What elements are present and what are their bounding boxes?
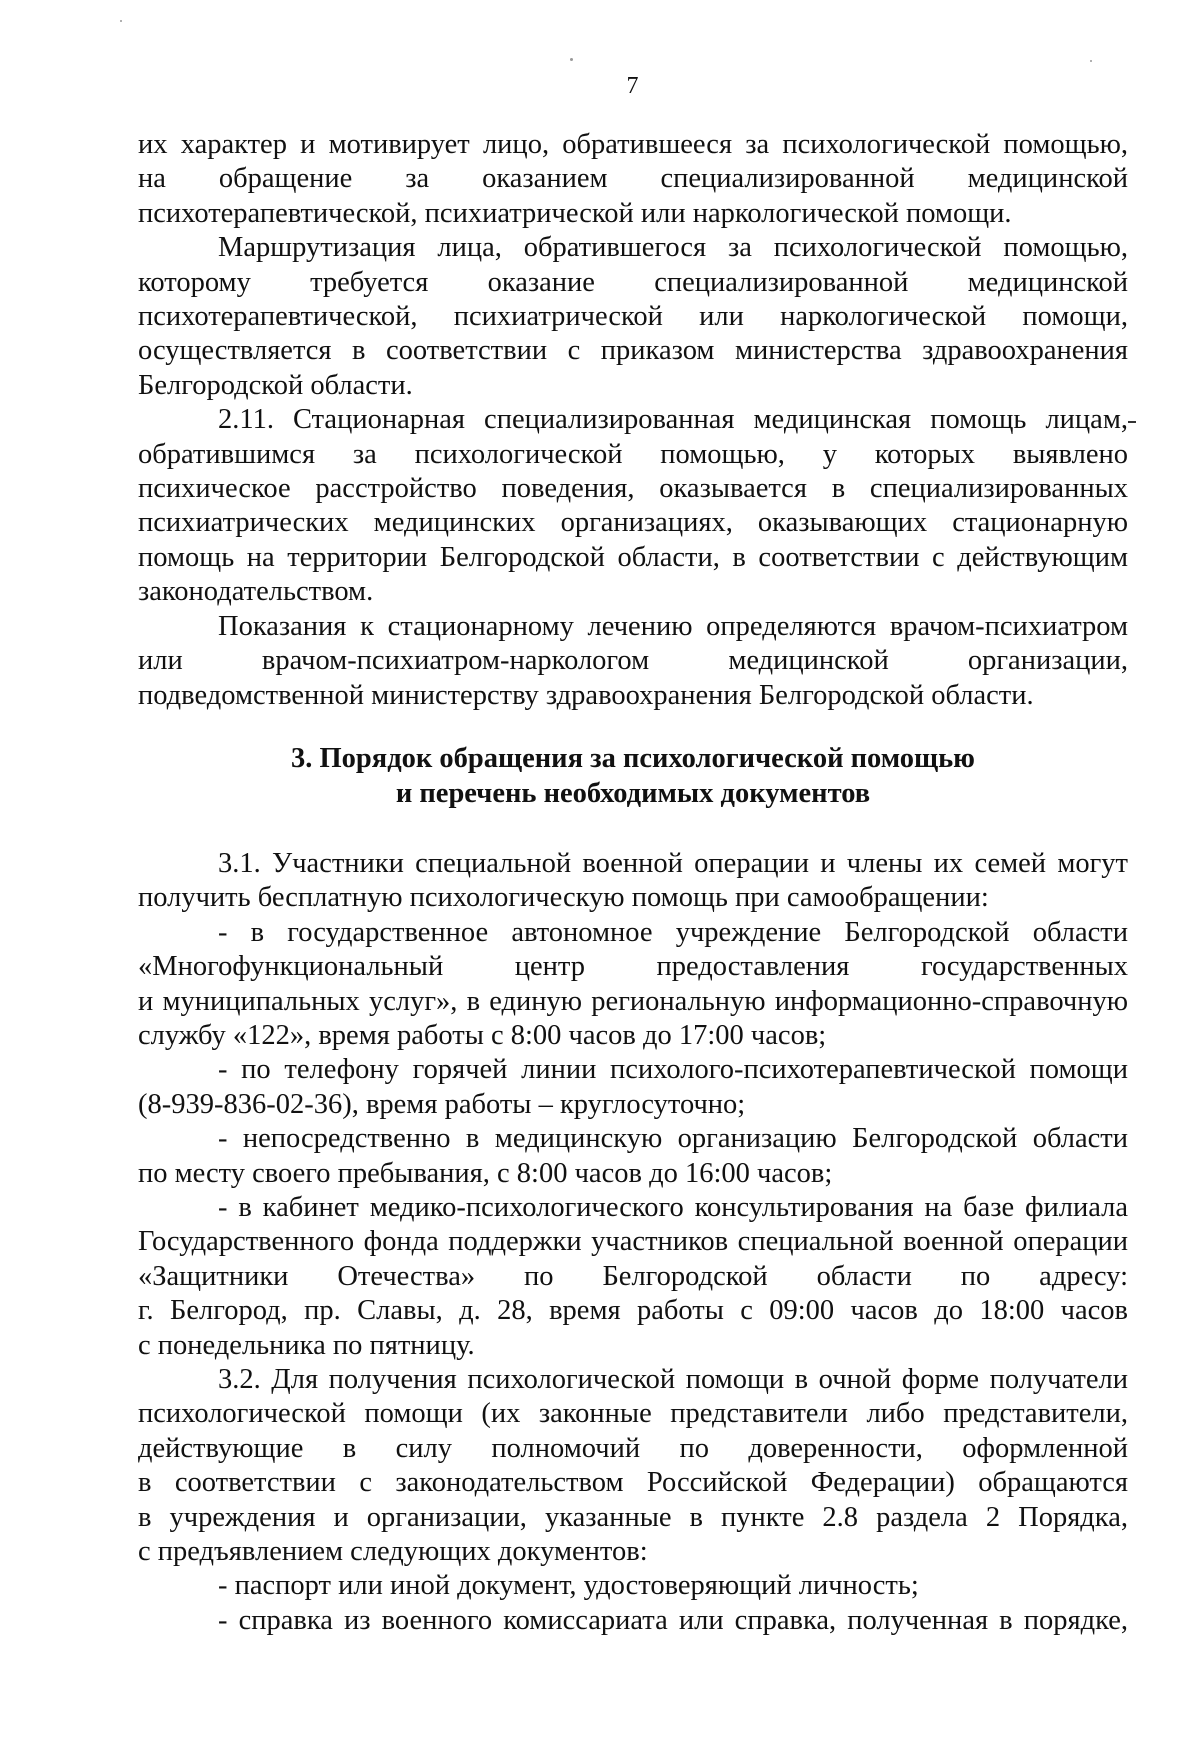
- text-line: осуществляется в соответствии с приказом министерства здравоохранения: [138, 335, 1128, 367]
- heading-line: и перечень необходимых документов: [395, 777, 871, 809]
- text-line: получить бесплатную психологическую помощь при самообращении:: [138, 882, 989, 914]
- text-line: службу «122», время работы с 8:00 часов до 17:00 часов;: [138, 1019, 827, 1051]
- text-line: действующие в силу полномочий по доверенности, оформленной: [138, 1432, 1128, 1464]
- paragraph-3-1: [138, 847, 1128, 916]
- text-line: законодательством.: [138, 576, 374, 608]
- list-item-hotline: [138, 1053, 1128, 1122]
- scan-speck: [570, 58, 573, 61]
- text-line: «Многофункциональный центр предоставления государственных: [138, 951, 1128, 983]
- text-line: (8-939-836-02-36), время работы – круглосуточно;: [138, 1088, 746, 1120]
- text-line: обратившимся за психологической помощью, у которых выявлено: [138, 438, 1128, 470]
- text-line: в учреждения и организации, указанные в пункте 2.8 раздела 2 Порядка,: [138, 1501, 1128, 1533]
- list-item-consulting-office: [138, 1191, 1128, 1363]
- list-item-mfc: [138, 916, 1128, 1054]
- text-line: или врачом-психиатром-наркологом медицинской организации,: [138, 645, 1128, 677]
- text-line: в соответствии с законодательством Российской Федерации) обращаются: [138, 1467, 1128, 1499]
- text-line: психиатрических медицинских организациях, оказывающих стационарную: [138, 507, 1128, 539]
- text-line: и муниципальных услуг», в единую региональную информационно-справочную: [138, 985, 1128, 1017]
- paragraph-routing: [138, 231, 1128, 403]
- text-line: г. Белгород, пр. Славы, д. 28, время работы с 09:00 часов до 18:00 часов: [138, 1295, 1128, 1327]
- text-line: с понедельника по пятницу.: [138, 1329, 475, 1361]
- text-line: - по телефону горячей линии психолого-психотерапевтической помощи: [218, 1054, 1128, 1086]
- scan-speck: [120, 20, 122, 22]
- text-line: 2.11. Стационарная специализированная медицинская помощь лицам,: [218, 404, 1128, 436]
- scan-mark: [1128, 421, 1136, 423]
- text-line: Государственного фонда поддержки участников специальной военной операции: [138, 1226, 1128, 1258]
- text-line: - паспорт или иной документ, удостоверяющий личность;: [218, 1570, 919, 1602]
- heading-line: 3. Порядок обращения за психологической помощью: [291, 742, 975, 774]
- list-item-certificate: [138, 1604, 1128, 1638]
- text-line: психологической помощи (их законные представители либо представители,: [138, 1398, 1128, 1430]
- paragraph-2-11: [138, 403, 1128, 609]
- text-line: помощь на территории Белгородской области, в соответствии с действующим: [138, 541, 1128, 573]
- page-number: 7: [626, 73, 639, 99]
- text-line: - в государственное автономное учреждение Белгородской области: [218, 916, 1128, 948]
- text-line: Белгородской области.: [138, 369, 413, 401]
- text-line: подведомственной министерству здравоохранения Белгородской области.: [138, 679, 1034, 711]
- text-line: 3.2. Для получения психологической помощи в очной форме получатели: [218, 1364, 1128, 1395]
- text-line: - справка из военного комиссариата или справка, полученная в порядке,: [218, 1604, 1128, 1636]
- document-body: [138, 128, 1128, 1638]
- text-line: по месту своего пребывания, с 8:00 часов до 16:00 часов;: [138, 1157, 833, 1189]
- text-line: - непосредственно в медицинскую организацию Белгородской области: [218, 1123, 1128, 1155]
- section-heading: [138, 741, 1128, 811]
- list-item-medical-org: [138, 1122, 1128, 1191]
- paragraph-continuation: [138, 128, 1128, 231]
- text-line: «Защитники Отечества» по Белгородской области по адресу:: [138, 1260, 1128, 1292]
- text-line: которому требуется оказание специализированной медицинской: [138, 266, 1128, 298]
- text-line: - в кабинет медико-психологического консультирования на базе филиала: [218, 1191, 1128, 1223]
- scan-speck: [1090, 60, 1092, 62]
- paragraph-3-2: [138, 1363, 1128, 1569]
- list-item-passport: [138, 1569, 1128, 1603]
- text-line: с предъявлением следующих документов:: [138, 1536, 648, 1568]
- text-line: Показания к стационарному лечению определяются врачом-психиатром: [218, 610, 1128, 642]
- text-line: психотерапевтической, психиатрической или наркологической помощи.: [138, 197, 1012, 229]
- text-line: Маршрутизация лица, обратившегося за психологической помощью,: [218, 232, 1128, 264]
- text-line: на обращение за оказанием специализированной медицинской: [138, 163, 1128, 195]
- text-line: психическое расстройство поведения, оказывается в специализированных: [138, 473, 1128, 505]
- text-line: психотерапевтической, психиатрической или наркологической помощи,: [138, 301, 1128, 333]
- text-line: их характер и мотивирует лицо, обратившееся за психологической помощью,: [138, 129, 1128, 160]
- paragraph-indications: [138, 610, 1128, 713]
- text-line: 3.1. Участники специальной военной операции и члены их семей могут: [218, 847, 1128, 879]
